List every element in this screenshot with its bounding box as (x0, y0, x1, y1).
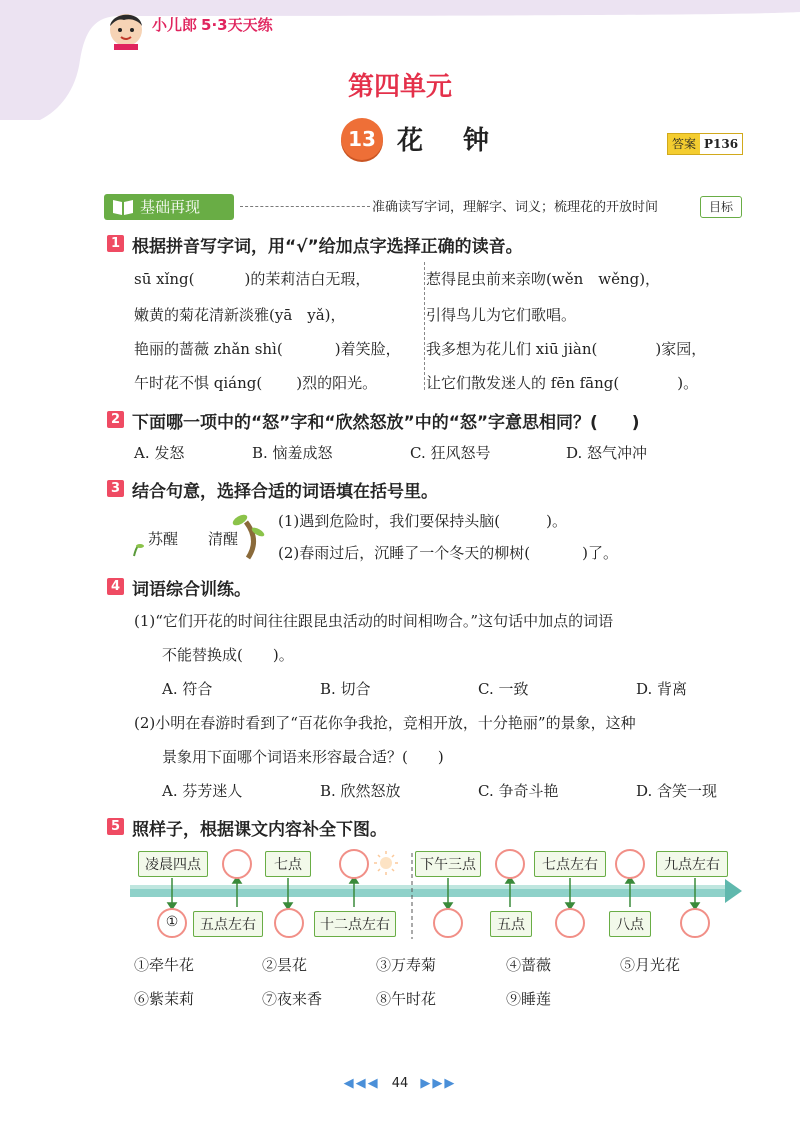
sprout-illustration (128, 510, 268, 560)
answer-circle[interactable] (615, 849, 645, 879)
question-number: 5 (107, 818, 124, 835)
answer-circle[interactable] (339, 849, 369, 879)
flower-option: ⑤月光花 (620, 956, 681, 974)
flower-option: ④蔷薇 (506, 956, 552, 974)
q4-text: (1)“它们开花的时间往往跟昆虫活动的时间相吻合。”这句话中加点的词语 (134, 612, 614, 630)
q1-line: 惹得昆虫前来亲吻(wěn wěng)， (426, 270, 661, 288)
answer-circle[interactable] (680, 908, 710, 938)
q1-line: 让它们散发迷人的 fēn fāng( )。 (426, 374, 699, 392)
timeline-label: 下午三点 (415, 851, 481, 877)
question-title: 照样子，根据课文内容补全下图。 (132, 820, 387, 840)
q1-line: 我多想为花儿们 xiū jiàn( )家园， (426, 340, 707, 358)
flower-option: ③万寿菊 (376, 956, 437, 974)
question-number: 1 (107, 235, 124, 252)
section-tag (104, 194, 234, 220)
q4-option: A. 芬芳迷人 (162, 782, 243, 800)
flower-option: ⑥紫茉莉 (134, 990, 195, 1008)
timeline-label: 十二点左右 (314, 911, 396, 937)
prev-arrows-icon: ◀◀◀ (343, 1076, 380, 1091)
question-number: 4 (107, 578, 124, 595)
lesson-number-badge: 13 (341, 118, 383, 160)
timeline-label: 凌晨四点 (138, 851, 208, 877)
goal-tag: 目标 (700, 196, 742, 218)
question-title: 结合句意，选择合适的词语填在括号里。 (132, 482, 438, 502)
flower-option: ⑧午时花 (376, 990, 437, 1008)
page-footer (0, 1076, 800, 1091)
q4-option: A. 符合 (162, 680, 213, 698)
q2-option: D. 怒气冲冲 (566, 444, 648, 462)
series-name: 5·3天天练 (201, 16, 273, 34)
q3-line: (1)遇到危险时，我们要保持头脑( )。 (278, 512, 567, 530)
brand-name: 小儿郎 (152, 16, 198, 34)
timeline-label: 七点左右 (534, 851, 606, 877)
timeline-label: 五点 (490, 911, 532, 937)
q2-option: B. 恼羞成怒 (252, 444, 333, 462)
word-choice: 清醒 (208, 530, 239, 548)
q4-option: D. 背离 (636, 680, 688, 698)
answer-circle[interactable] (555, 908, 585, 938)
q3-line: (2)春雨过后，沉睡了一个冬天的柳树( )了。 (278, 544, 618, 562)
lesson-title: 花钟 (397, 126, 530, 156)
answer-circle[interactable] (433, 908, 463, 938)
answer-circle[interactable] (222, 849, 252, 879)
timeline-label: 七点 (265, 851, 311, 877)
q2-option: A. 发怒 (134, 444, 185, 462)
next-arrows-icon: ▶▶▶ (420, 1076, 457, 1091)
flower-option: ⑦夜来香 (262, 990, 323, 1008)
mascot-icon (104, 6, 148, 50)
q4-option: B. 欣然怒放 (320, 782, 401, 800)
question-title: 根据拼音写字词，用“√”给加点字选择正确的读音。 (132, 237, 523, 257)
timeline-label: 九点左右 (656, 851, 728, 877)
q4-option: B. 切合 (320, 680, 371, 698)
answer-label: 答案 (668, 134, 700, 154)
q4-text: 不能替换成( )。 (162, 646, 294, 664)
question-number: 2 (107, 411, 124, 428)
answer-circle[interactable] (274, 908, 304, 938)
q4-option: C. 一致 (478, 680, 529, 698)
answer-reference (667, 133, 743, 155)
question-title: 词语综合训练。 (132, 580, 251, 600)
section-label: 基础再现 (140, 198, 201, 216)
q4-text: 景象用下面哪个词语来形容最合适？( ) (162, 748, 444, 766)
q4-text: (2)小明在春游时看到了“百花你争我抢，竞相开放，十分艳丽”的景象，这种 (134, 714, 636, 732)
timeline-label: 五点左右 (193, 911, 263, 937)
book-icon (112, 198, 134, 216)
q1-line: sū xǐng( )的茉莉洁白无瑕， (134, 270, 371, 288)
answer-page: P136 (700, 134, 742, 154)
question-title: 下面哪一项中的“怒”字和“欣然怒放”中的“怒”字意思相同？( ) (132, 413, 640, 433)
flower-option: ①牵牛花 (134, 956, 195, 974)
brand-logo (152, 14, 273, 35)
q1-line: 午时花不惧 qiáng( )烈的阳光。 (134, 374, 378, 392)
q4-option: D. 含笑一现 (636, 782, 718, 800)
column-divider (424, 262, 425, 390)
page-number: 44 (391, 1076, 409, 1091)
q1-line: 艳丽的蔷薇 zhǎn shì( )着笑脸， (134, 340, 401, 358)
q4-option: C. 争奇斗艳 (478, 782, 559, 800)
timeline-label: 八点 (609, 911, 651, 937)
sample-answer-circle: ① (157, 908, 187, 938)
q1-line: 引得鸟儿为它们歌唱。 (426, 306, 577, 324)
flower-option: ⑨睡莲 (506, 990, 552, 1008)
section-goal: 准确读写字词，理解字、词义；梳理花的开放时间 (372, 200, 659, 215)
flower-option: ②昙花 (262, 956, 308, 974)
section-divider (240, 206, 370, 207)
sun-icon (374, 851, 398, 875)
word-choice: 苏醒 (148, 530, 179, 548)
q2-option: C. 狂风怒号 (410, 444, 491, 462)
answer-circle[interactable] (495, 849, 525, 879)
question-number: 3 (107, 480, 124, 497)
q1-line: 嫩黄的菊花清新淡雅(yā yǎ)， (134, 306, 346, 324)
unit-title: 第四单元 (347, 72, 452, 102)
